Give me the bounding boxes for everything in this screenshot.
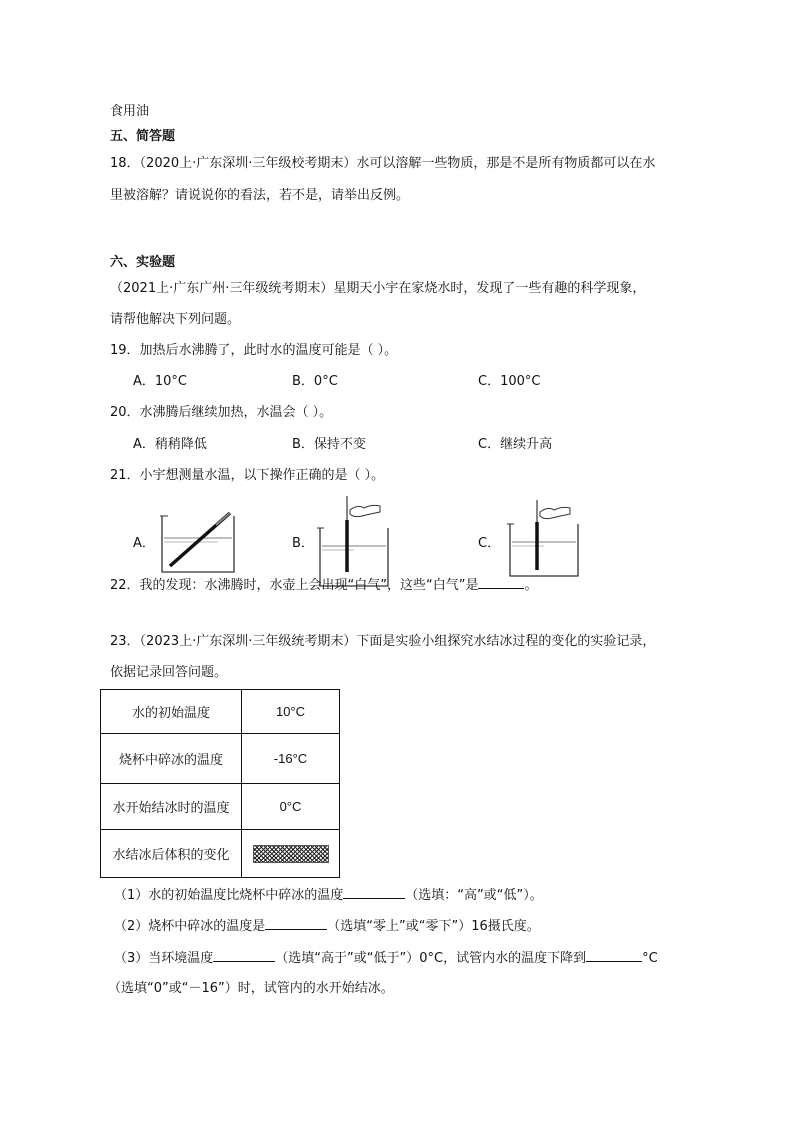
q23-line1: 23．（2023上·广东深圳·三年级统考期末）下面是实验小组探究水结冰过程的变化的实验记录， [110,634,656,649]
q19-option-b: B．0°C [292,374,338,389]
q21-option-c: C． [478,536,501,551]
q21-stem: 21．小宇想测量水温，以下操作正确的是（ ）。 [110,468,385,483]
sub2-hint: （选填“零上”或“零下”）16摄氏度。 [327,919,540,934]
table-row [101,690,340,734]
sub3-unit: °C [642,951,658,966]
q20-option-b: B．保持不变 [292,437,366,452]
top-line: 食用油 [110,104,150,119]
table-row [101,734,340,784]
table-label: 烧杯中碎冰的温度 [101,734,242,784]
q20-option-a: A．稍稍降低 [133,437,207,452]
q21-option-b: B． [292,536,314,551]
table-value: 10°C [242,690,340,734]
q19-stem: 19．加热后水沸腾了，此时水的温度可能是（ ）。 [110,343,398,358]
sub3-hint: （选填“高于”或“低于”）0°C，试管内水的温度下降到 [275,951,587,966]
q20-stem: 20．水沸腾后继续加热，水温会（ ）。 [110,405,333,420]
beaker-figure-a [158,508,240,576]
q23-sub2 [114,917,540,936]
hatched-answer-cell [242,830,340,878]
table-value: 0°C [242,784,340,830]
q23-sub3 [114,949,658,968]
beaker-figure-c [504,496,586,582]
q18-line2: 里被溶解？请说说你的看法，若不是，请举出反例。 [110,188,410,203]
sub1-answer-blank[interactable] [343,886,405,899]
sub2-text: （2）烧杯中碎冰的温度是 [114,919,266,934]
table-label: 水结冰后体积的变化 [101,830,242,878]
q23-line2: 依据记录回答问题。 [110,665,228,680]
beaker-figure-b [314,490,396,590]
table-row [101,830,340,878]
sub1-text: （1）水的初始温度比烧杯中碎冰的温度 [114,888,344,903]
section6-heading: 六、实验题 [110,255,176,270]
record-table [100,689,340,878]
q23-sub3-line2: （选填“0”或“－16”）时，试管内的水开始结冰。 [108,981,394,996]
section5-heading: 五、简答题 [110,129,176,144]
q19-option-a: A．10°C [133,374,188,389]
table-label: 水的初始温度 [101,690,242,734]
q21-option-a: A． [133,536,155,551]
q22 [110,576,538,595]
q22-answer-blank[interactable] [478,576,524,589]
sub3-answer-blank-1[interactable] [213,949,275,962]
q23-sub1 [114,886,543,905]
q18-line1: 18．（2020上·广东深圳·三年级校考期末）水可以溶解一些物质，那是不是所有物质都可以在水 [110,156,656,171]
sub3-answer-blank-2[interactable] [586,949,642,962]
intro-line1: （2021上·广东广州·三年级统考期末）星期天小宇在家烧水时，发现了一些有趣的科学现象， [110,281,646,296]
q19-option-c: C．100°C [478,374,541,389]
q22-end: 。 [524,578,538,593]
sub1-hint: （选填：“高”或“低”）。 [405,888,543,903]
table-value: -16°C [242,734,340,784]
sub3-text: （3）当环境温度 [114,951,214,966]
table-row [101,784,340,830]
q22-text: 22．我的发现：水沸腾时，水壶上会出现“白气”，这些“白气”是 [110,578,479,593]
table-label: 水开始结冰时的温度 [101,784,242,830]
q20-option-c: C．继续升高 [478,437,553,452]
hatch-pattern [253,845,329,863]
intro-line2: 请帮他解决下列问题。 [110,312,241,327]
sub2-answer-blank[interactable] [265,917,327,930]
